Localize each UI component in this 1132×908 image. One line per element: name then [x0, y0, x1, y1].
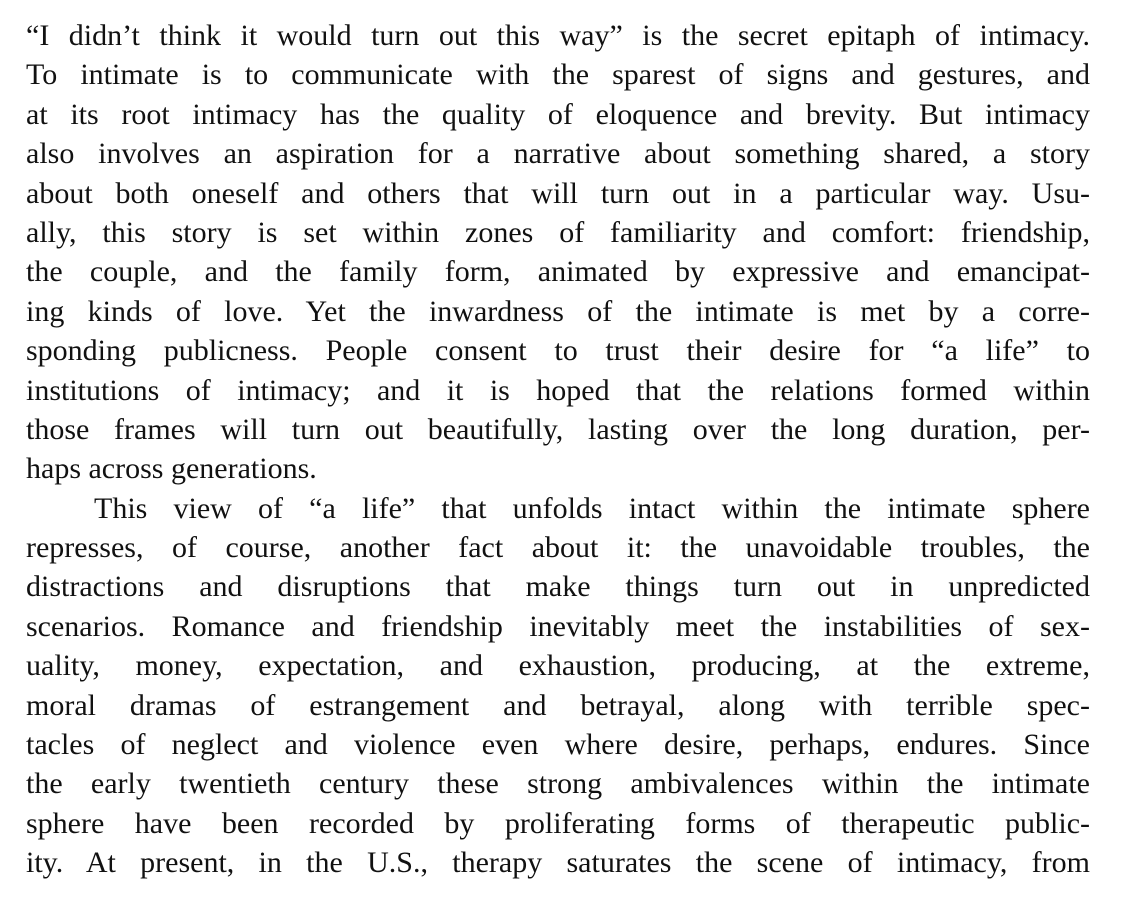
text-line: the couple, and the family form, animated by expressive and emancipat-: [26, 255, 1090, 289]
text-line: those frames will turn out beautifully, lasting over the long duration, per-: [26, 412, 1090, 446]
text-line: scenarios. Romance and friendship inevitably meet the instabilities of sex-: [26, 609, 1090, 643]
text-line: also involves an aspiration for a narrative about something shared, a story: [26, 137, 1090, 171]
text-line: sphere have been recorded by proliferating forms of therapeutic public-: [26, 806, 1090, 840]
text-line: institutions of intimacy; and it is hoped that the relations formed within: [26, 373, 1090, 407]
text-line: distractions and disruptions that make things turn out in unpredicted: [26, 570, 1090, 604]
document-page: [26, 16, 1090, 883]
text-line: ity. At present, in the U.S., therapy saturates the scene of intimacy, from: [26, 846, 1090, 880]
text-line: haps across generations.: [26, 452, 317, 486]
text-line: at its root intimacy has the quality of eloquence and brevity. But intimacy: [26, 97, 1090, 131]
text-line: tacles of neglect and violence even where desire, perhaps, endures. Since: [26, 728, 1090, 762]
text-line: uality, money, expectation, and exhaustion, producing, at the extreme,: [26, 649, 1090, 683]
text-line: sponding publicness. People consent to trust their desire for “a life” to: [26, 334, 1090, 368]
text-line: “I didn’t think it would turn out this way” is the secret epitaph of intimacy.: [26, 19, 1090, 52]
text-line: about both oneself and others that will turn out in a particular way. Usu-: [26, 176, 1090, 210]
text-line: To intimate is to communicate with the sparest of signs and gestures, and: [26, 58, 1090, 92]
text-line: This view of “a life” that unfolds intact within the intimate sphere: [94, 491, 1090, 525]
text-line: represses, of course, another fact about it: the unavoidable troubles, the: [26, 531, 1090, 565]
paragraph-2: [26, 489, 1090, 883]
paragraph-1: [26, 16, 1090, 489]
text-line: ing kinds of love. Yet the inwardness of the intimate is met by a corre-: [26, 294, 1090, 328]
text-line: ally, this story is set within zones of familiarity and comfort: friendship,: [26, 215, 1090, 249]
text-line: moral dramas of estrangement and betrayal, along with terrible spec-: [26, 688, 1090, 722]
text-line: the early twentieth century these strong ambivalences within the intimate: [26, 767, 1090, 801]
